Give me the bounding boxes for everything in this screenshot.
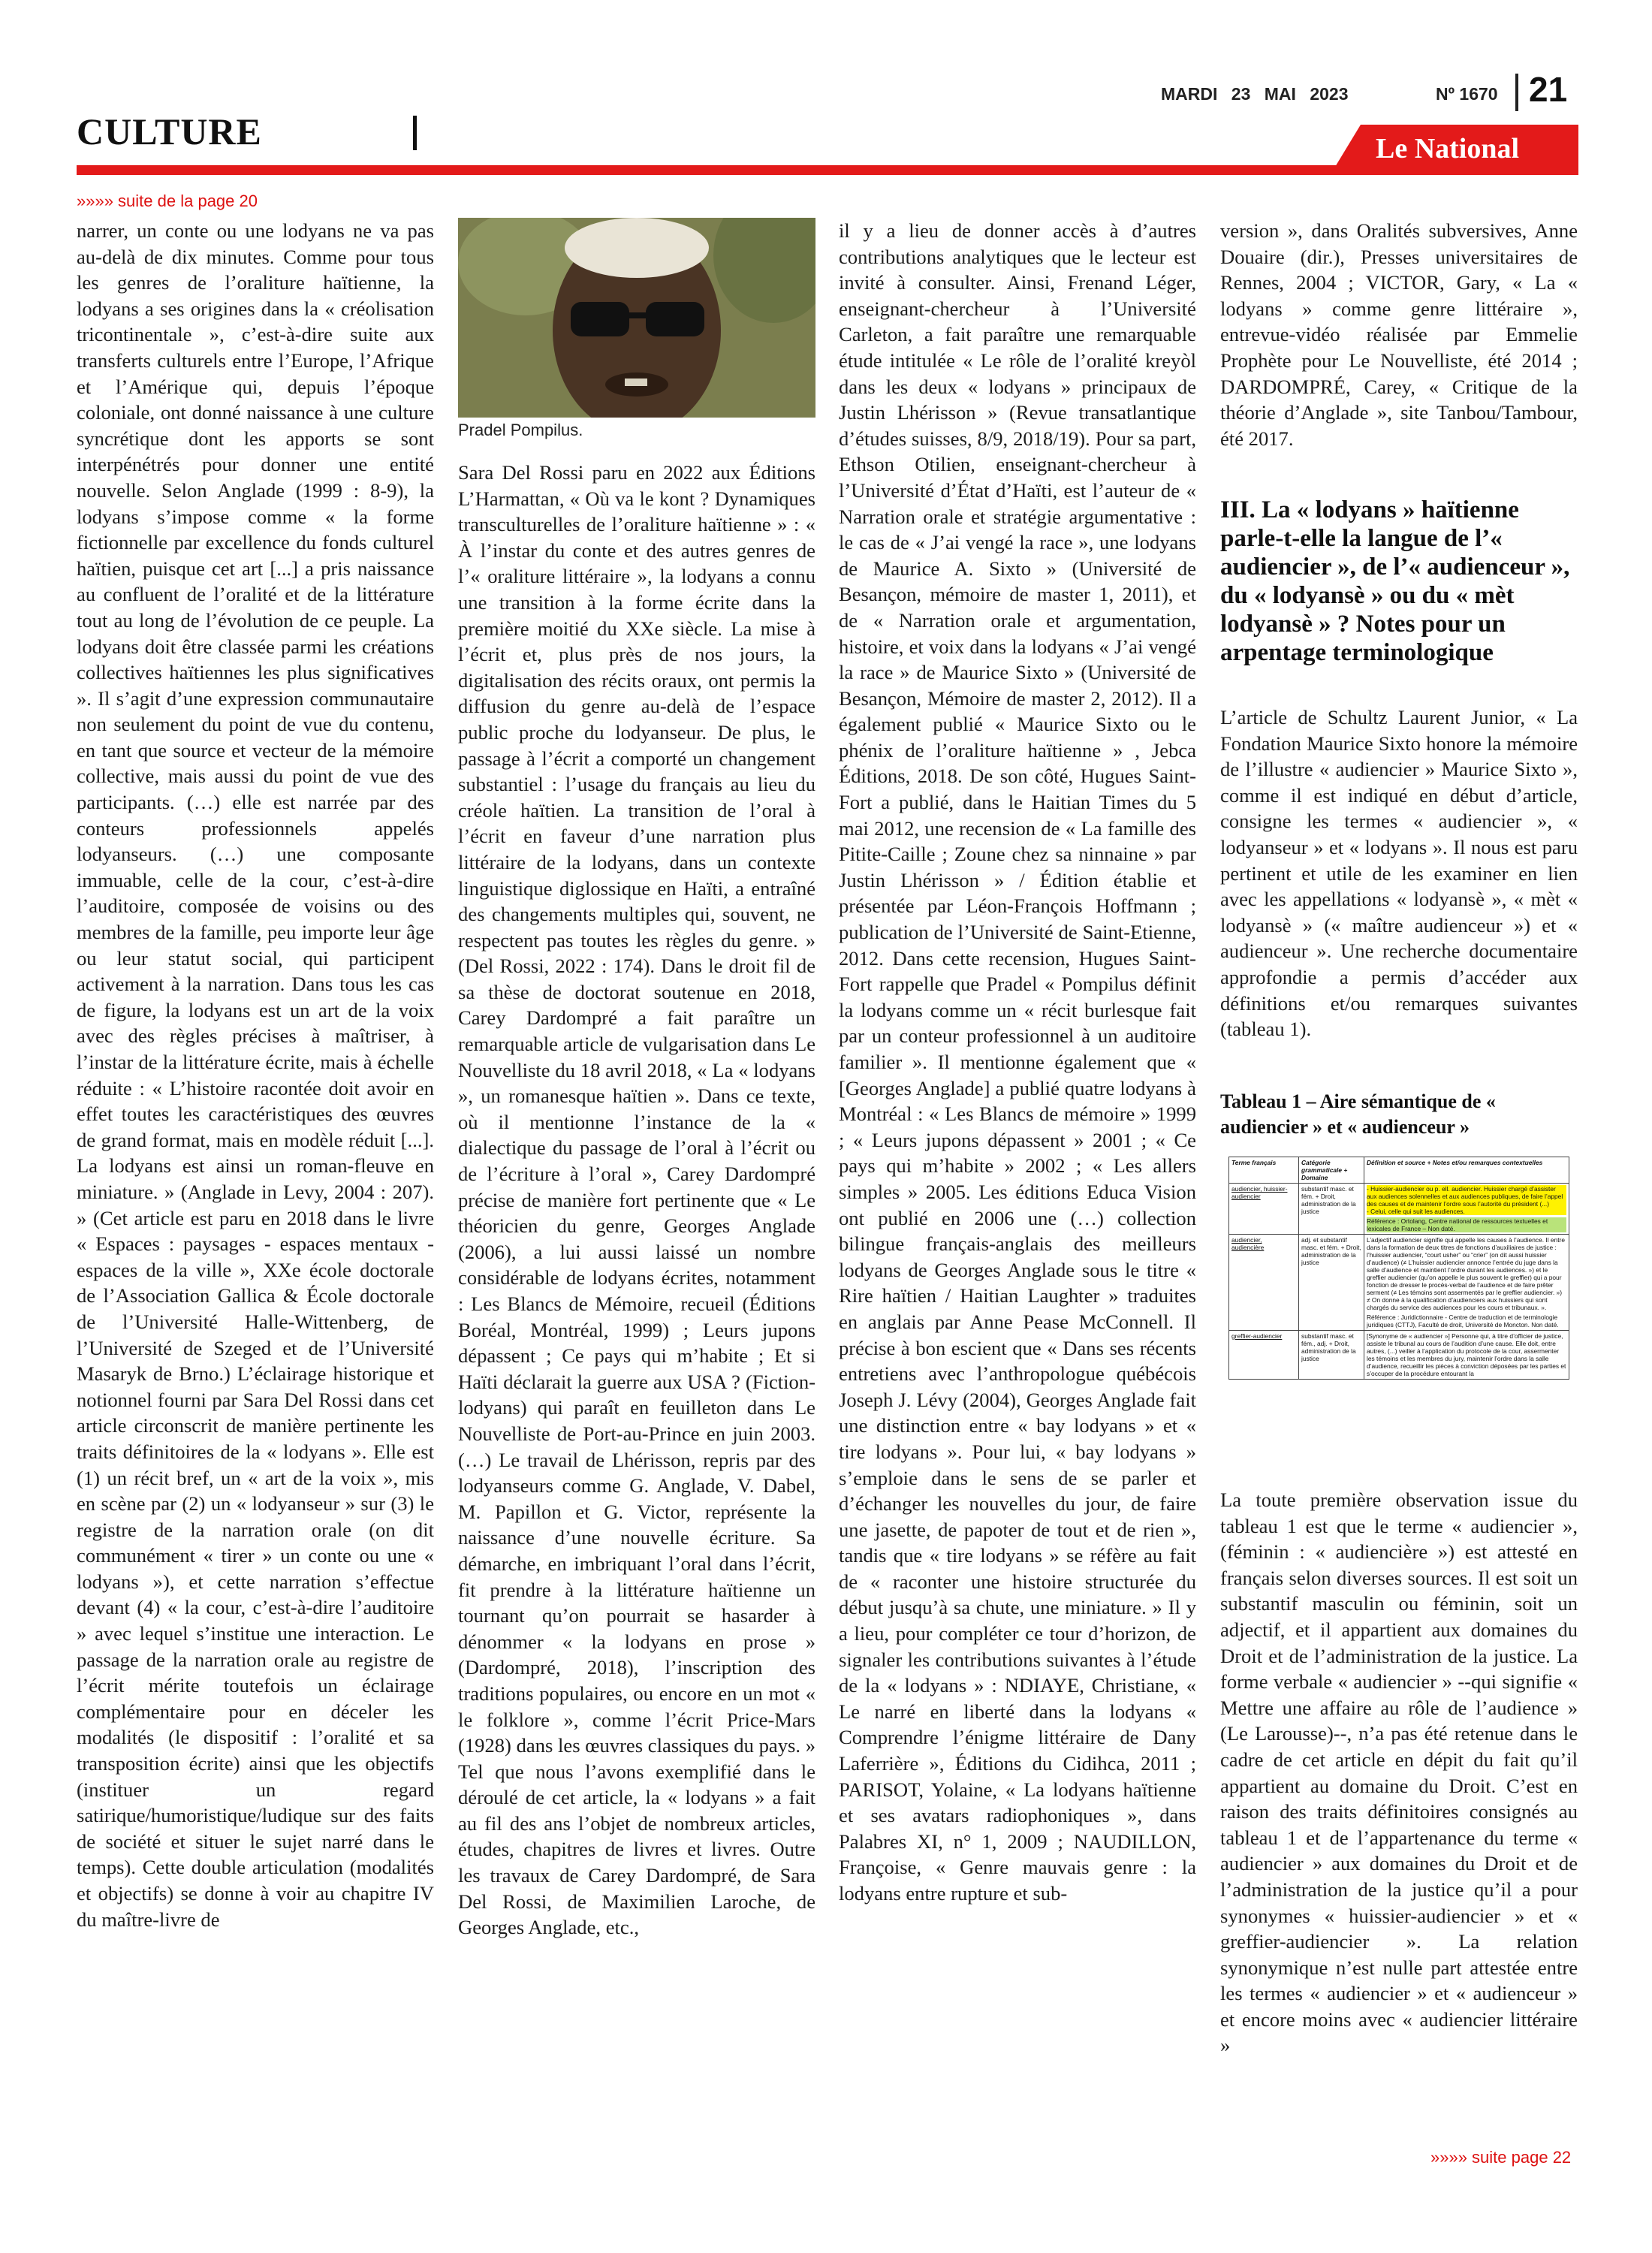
issue-date xyxy=(1161,84,1349,104)
page-number: 21 xyxy=(1529,70,1568,109)
table-header-row xyxy=(1229,1157,1569,1184)
table-row xyxy=(1229,1331,1569,1380)
table-row xyxy=(1229,1184,1569,1235)
section-divider xyxy=(413,116,417,150)
definition-text: L’adjectif audiencier signifie qui appelle les causes à l’audience. Il entre dans la formation de deux titres de fonctions d’auxiliaires de justice : l’huissier audiencier, “court usher” ou “crier” (on dit aussi huissier d’audience) (≠ L’huissier audiencier annonce l’entrée du juge dans la salle d’audience et maintient l’ordre durant les audiences. ») et le greffier audiencier (qu’on appelle le plus souvent le greffier) qui a pour fonction de dresser le procès-verbal de l’audience et de faire prêter serment (≠ Les témoins sont assermentés par le greffier audiencier. ») ≠ On donne à la qualification d’audienciers aux huissiers qui sont chargés du service des audiences pour les cours et tribunaux. ». xyxy=(1367,1236,1565,1311)
table-cell-term xyxy=(1229,1184,1299,1235)
column-1-text: narrer, un conte ou une lodyans ne va pas au-delà de dix minutes. Comme pour tous les genres de l’oraliture haïtienne, la lodyans a ses origines dans la « créolisation tricontinentale », c’est-à-dire suite aux transferts culturels entre l’Europe, l’Afrique et l’Amérique qui, depuis l’époque coloniale, ont donné naissance à une culture syncrétique dont les apports se sont interpénétrés pour donner une entité nouvelle. Selon Anglade (1999 : 8-9), la lodyans s’impose comme « la forme fictionnelle par excellence du fonds culturel haïtien, puisque cet art [...] a pris naissance au confluent de l’oralité et de la littérature tout au long de l’évolution de ce peuple. La lodyans doit être classée parmi les créations collectives haïtiennes les plus significatives ». Il s’agit d’une expression communautaire non seulement du point de vue du contenu, en tant que source et vecteur de la mémoire collective, mais aussi du point de vue des participants. (…) elle est narrée par des conteurs professionnels appelés lodyanseurs. (…) une composante immuable, celle de la cour, c’est-à-dire l’auditoire, composée de voisins ou des membres de la famille, peu importe leur âge ou leur statut social, qui participent activement à la narration. Dans tous les cas de figure, la lodyans est un art de la voix avec des règles précises à maîtriser, à l’instar de la littérature écrite, mais à échelle réduite : « L’histoire racontée doit avoir en effet toutes les caractéristiques des œuvres de grand format, mais en modèle réduit [...]. La lodyans est ainsi un roman-fleuve en miniature. » (Anglade in Levy, 2004 : 207). » (Cet article est paru en 2018 dans le livre « Espaces : paysages - espaces mentaux - espaces de la ville », XXe école doctorale de l’Association Gallica & École doctorale de l’Université Halle-Wittenberg, de l’Université de Szeged et de l’Université Masaryk de Brno.) L’éclairage historique et notionnel fourni par Sara Del Rossi dans cet article circonscrit de manière pertinente les traits définitoires de la « lodyans ». Elle est (1) un récit bref, un « art de la voix », mis en scène par (2) un « lodyanseur » sur (3) le registre de la narration orale (on dit communément « tirer » un conte ou une « lodyans »), et cette narration s’effectue devant (4) « la cour, c’est-à-dire l’auditoire » avec lequel s’institue une interaction. Le passage de la narration orale au registre de l’écrit mérite toutefois un éclairage complémentaire pour en déceler les modalités (le dispositif : l’oralité et sa transposition écrite) ainsi que les objectifs (instituer un regard satirique/humoristique/ludique sur des faits de société et situer le sujet narré dans le temps). Cette double articulation (modalités et objectifs) se donne à voir au chapitre IV du maître-livre de xyxy=(77,219,434,1931)
table-cell-category: adj. et substantif masc. et fém. + Droit, administration de la justice xyxy=(1299,1235,1364,1331)
column-4-analysis-text: La toute première observation issue du tableau 1 est que le terme « audiencier », (féminin : « audiencière ») est attesté en français selon diverses sources. Il est soit un substantif masculin ou féminin, soit un adjectif, et il appartient aux domaines du Droit et de l’administration de la justice. La forme verbale « audiencier » --qui signifie « Mettre une affaire au rôle de l’audience » (Le Larousse)--, n’a pas été retenue dans le cadre de cet article en dépit du fait qu’il appartient au domaine du Droit. C’est en raison des traits définitoires consignés au tableau 1 et de l’appartenance du terme « audiencier » aux domaines du Droit et de l’administration de la justice qu’il a pour synonymes « huissier-audiencier » et « greffier-audiencier ». La relation synonymique n’est nulle part attestée entre les termes « audiencier » et « audienceur » et encore moins avec « audiencier littéraire » xyxy=(1220,1488,1578,2057)
issue-number: Nº 1670 xyxy=(1436,84,1498,104)
table-header-category: Catégorie grammaticale + Domaine xyxy=(1299,1157,1364,1184)
article-column-3 xyxy=(839,218,1196,1907)
semantic-table xyxy=(1228,1157,1569,1380)
term-text: audiencier, audiencière xyxy=(1231,1236,1265,1251)
portrait-photo xyxy=(458,218,815,418)
page-number-divider xyxy=(1515,74,1518,111)
brand-name: Le National xyxy=(1376,133,1520,164)
continued-from-link[interactable]: »»»» suite de la page 20 xyxy=(77,192,258,210)
table-cell-category: substantif masc. et fém. + Droit, administration de la justice xyxy=(1299,1184,1364,1235)
date-number: 23 xyxy=(1231,84,1251,104)
term-text: greffier-audiencier xyxy=(1231,1332,1283,1340)
table-header-term: Terme français xyxy=(1229,1157,1299,1184)
article-column-4-top xyxy=(1220,218,1578,451)
table-row xyxy=(1229,1235,1569,1331)
semantic-table-container xyxy=(1228,1157,1569,1442)
table-cell-category: substantif masc. et fém., adj. + Droit, administration de la justice xyxy=(1299,1331,1364,1380)
column-3-text: il y a lieu de donner accès à d’autres contributions analytiques que le lecteur est invité à consulter. Ainsi, Frenand Léger, enseignant-chercheur à l’Université Carleton, a fait paraître une remarquable étude intitulée « Le rôle de l’oralité kreyòl dans les deux « lodyans » principaux de Justin Lhérisson » (Revue transatlantique d’études suisses, 8/9, 2018/19). Pour sa part, Ethson Otilien, enseignant-chercheur à l’Université d’État d’Haïti, est l’auteur de « Narration orale et stratégie argumentative : le cas de « J’ai vengé la race », une lodyans de Maurice A. Sixto » (Université de Besançon, mémoire de master 1, 2011), et de « Narration orale et argumentation, histoire, et voix dans la lodyans « J’ai vengé la race » de Maurice Sixto » (Université de Besançon, Mémoire de master 2, 2012). Il a également publié « Maurice Sixto ou le phénix de l’oraliture haïtienne » , Jebca Éditions, 2018. De son côté, Hugues Saint-Fort a publié, dans le Haitian Times du 5 mai 2012, une recension de « La famille des Pitite-Caille ; Zoune chez sa ninnaine » par Justin Lhérisson » / Édition établie et présentée par Léon-François Hoffmann ; publication de l’Université de Saint-Etienne, 2012. Dans cette recension, Hugues Saint-Fort rappelle que Pradel « Pompilus définit la lodyans comme un « récit burlesque fait par un conteur professionnel à un auditoire familier ». Il mentionne également que « [Georges Anglade] a publié quatre lodyans à Montréal : « Les Blancs de mémoire » 1999 ; « Leurs jupons dépassent » 2001 ; « Ce pays qui m’habite » 2002 ; « Les allers simples » 2005. Les éditions Educa Vision ont publié en 2006 une (…) collection bilingue français-anglais des meilleurs lodyans de Georges Anglade sous le titre « Rire haïtien / Haitian Laughter » traduites en anglais par Anne Pease McConnell. Il précise à bon escient que « Dans ses récents entretiens avec l’anthropologue québécois Joseph J. Lévy (2004), Georges Anglade fait une distinction entre « bay lodyans » et « tire lodyans ». Pour lui, « bay lodyans » s’emploie dans le sens de se parler et d’échanger les nouvelles du jour, de faire une jasette, de papoter de tout et de rien », tandis que « tire lodyans » se réfère au fait de « raconter une histoire structurée du début jusqu’à sa chute, une miniature. » Il y a lieu, pour compléter ce tour d’horizon, de signaler les contributions suivantes à l’étude de la « lodyans » : NDIAYE, Christiane, « Le narré en liberté dans la lodyans « Comprendre l’énigme littéraire de Dany Laferrière », Éditions du Cidihca, 2011 ; PARISOT, Yolaine, « La lodyans haïtienne et ses avatars radiophoniques », dans Palabres XI, n° 1, 2009 ; NAUDILLON, Françoise, « Genre mauvais genre : la lodyans entre rupture et sub- xyxy=(839,219,1196,1905)
table-header-definition: Définition et source + Notes et/ou remarques contextuelles xyxy=(1364,1157,1569,1184)
definition-reference: Référence : Ortolang, Centre national de ressources textuelles et lexicales de France – Non daté. xyxy=(1367,1217,1566,1232)
article-column-4-intro xyxy=(1220,704,1578,1042)
section-title: CULTURE xyxy=(77,110,262,152)
article-column-1 xyxy=(77,218,434,1932)
term-text: audiencier, huissier-audiencier xyxy=(1231,1185,1288,1200)
article-column-2 xyxy=(458,460,815,1941)
date-year: 2023 xyxy=(1310,84,1349,104)
definition-reference: Référence : Juridictionnaire - Centre de traduction et de terminologie juridiques (CTTJ), Faculté de droit, Université de Moncton. Non daté. xyxy=(1367,1313,1559,1329)
photo-caption: Pradel Pompilus. xyxy=(458,421,583,439)
article-column-4-bottom xyxy=(1220,1487,1578,2058)
definition-text-2: - Celui, celle qui suit les audiences. xyxy=(1367,1208,1566,1215)
section-heading: III. La « lodyans » haïtienne parle-t-elle la langue de l’« audiencier », de l’« audienceur », du « lodyansè » ou du « mèt lodyansè » ? Notes pour un arpentage terminologique xyxy=(1220,496,1570,666)
portrait-illustration xyxy=(458,218,815,418)
table-cell-definition: [Synonyme de « audiencier »] Personne qui, à titre d’officier de justice, assiste le tribunal au cours de l’audition d’une cause. Elle doit, entre autres, (...) veiller à l’application du protocole de la cour, assermenter les témoins et les membres du jury, maintenir l’ordre dans la salle d’audience, recueillir les pièces à conviction déposées par les parties et s’occuper de la procédure entourant la xyxy=(1364,1331,1569,1380)
table-title: Tableau 1 – Aire sémantique de « audiencier » et « audienceur » xyxy=(1220,1090,1496,1138)
date-month: MAI xyxy=(1264,84,1296,104)
date-day: MARDI xyxy=(1161,84,1218,104)
definition-text: - Huissier-audiencier ou p. ell. audiencier. Huissier chargé d’assister aux audiences solennelles et aux audiences publiques, de faire l’appel des causes et de maintenir l’ordre sous l’autorité du président (...) xyxy=(1367,1185,1566,1208)
table-cell-definition xyxy=(1364,1235,1569,1331)
continued-to-link[interactable]: »»»» suite page 22 xyxy=(1430,2148,1572,2167)
column-4-intro-text: L’article de Schultz Laurent Junior, « La Fondation Maurice Sixto honore la mémoire de l’illustre « audiencier » Maurice Sixto », comme il est indiqué en début d’article, consigne les termes « audiencier », « lodyanseur » et « lodyans ». Il nous est paru pertinent et utile de les examiner en lien avec les appellations « lodyansè », « mèt « lodyansè » (« maître audienceur ») et « audienceur ». Une recherche documentaire approfondie a permis d’accéder aux définitions et/ou remarques suivantes (tableau 1). xyxy=(1220,706,1578,1041)
table-cell-term xyxy=(1229,1235,1299,1331)
column-4-references-text: version », dans Oralités subversives, Anne Douaire (dir.), Presses universitaires de Rennes, 2004 ; VICTOR, Gary, « La « lodyans » comme genre littéraire », entrevue-vidéo réalisée par Emmelie Prophète pour Le Nouvelliste, été 2014 ; DARDOMPRÉ, Carey, « Critique de la théorie d’Anglade », site Tanbou/Tambour, été 2017. xyxy=(1220,219,1578,450)
table-cell-definition xyxy=(1364,1184,1569,1235)
table-cell-term xyxy=(1229,1331,1299,1380)
column-2-text: Sara Del Rossi paru en 2022 aux Éditions L’Harmattan, « Où va le kont ? Dynamiques transculturelles de l’oraliture haïtienne » : « À l’instar du conte et des autres genres de l’« oraliture littéraire », la lodyans a connu une transition à la forme écrite dans la première moitié du XXe siècle. La mise à l’écrit et, plus près de nos jours, la digitalisation des récits oraux, ont permis la diffusion du genre au-delà de l’espace public proche du lodyanseur. De plus, le passage à l’écrit a comporté un changement substantiel : l’usage du français au lieu du créole haïtien. La transition de l’oral à l’écrit en faveur d’une narration plus littéraire de la lodyans, dans un contexte linguistique diglossique en Haïti, a entraîné des changements multiples qui, souvent, ne respectent pas toutes les règles du genre. » (Del Rossi, 2022 : 174). Dans le droit fil de sa thèse de doctorat soutenue en 2018, Carey Dardompré a fait paraître un remarquable article de vulgarisation dans Le Nouvelliste du 18 avril 2018, « La « lodyans », un romanesque haïtien ». Dans ce texte, où il mentionne l’instance de la « dialectique du passage de l’oral à l’écrit ou de l’écriture à l’oral », Carey Dardompré précise de manière fort pertinente que « Le théoricien du genre, Georges Anglade (2006), a lui aussi laissé un nombre considérable de lodyans écrites, notamment : Les Blancs de Mémoire, recueil (Éditions Boréal, Montréal, 1999) ; Leurs jupons dépassent ; Ce pays qui m’habite ; Et si Haïti déclarait la guerre aux USA ? (Fiction-lodyans) qui paraît en feuilleton dans Le Nouvelliste de Port-au-Prince en juin 2003. (…) Le travail de Lhérisson, repris par des lodyanseurs comme G. Anglade, V. Dabel, M. Papillon et G. Victor, représente la naissance d’une nouvelle écriture. Sa démarche, en imbriquant l’oral dans l’écrit, fit prendre à la littérature haïtienne un tournant qu’on pourrait se hasarder à dénommer « la lodyans en prose » (Dardompré, 2018), l’inscription des traditions populaires, ou encore en un mot « le folklore », comme l’écrit Price-Mars (1928) dans les œuvres classiques du pays. » Tel que nous l’avons exemplifié dans le déroulé de cet article, la « lodyans » a fait au fil des ans l’objet de nombreux articles, études, chapitres de livres et livres. Outre les travaux de Carey Dardompré, de Sara Del Rossi, de Maximilien Laroche, de Georges Anglade, etc., xyxy=(458,461,815,1939)
